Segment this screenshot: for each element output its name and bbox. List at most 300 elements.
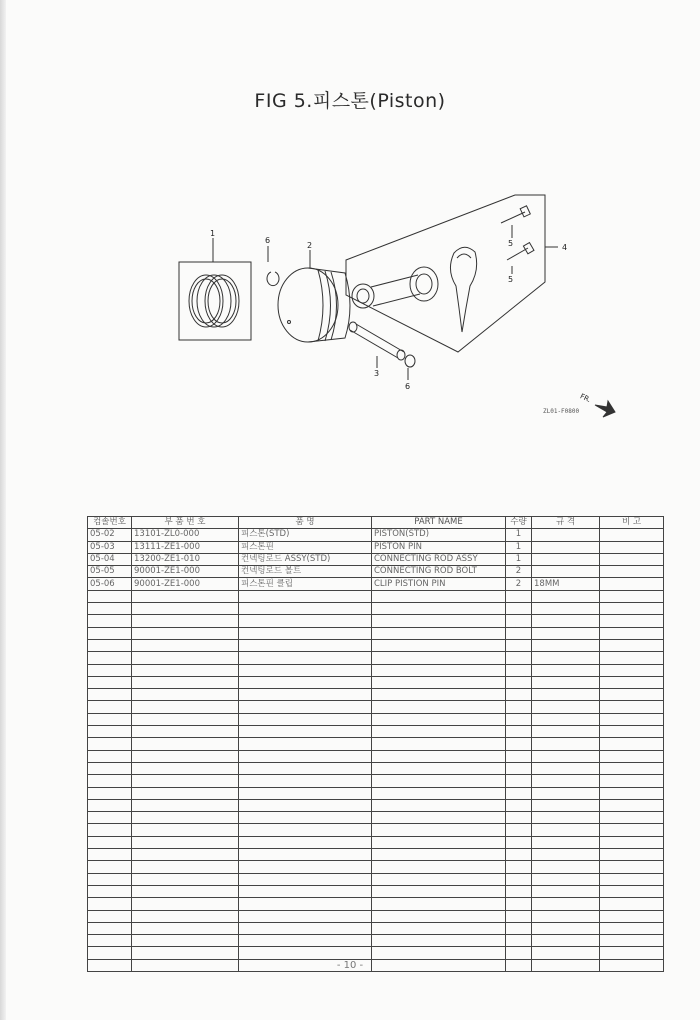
empty-cell — [372, 836, 506, 848]
empty-cell — [132, 713, 239, 725]
empty-cell — [532, 947, 600, 959]
empty-cell — [88, 627, 132, 639]
empty-table-row — [88, 836, 664, 848]
empty-cell — [600, 639, 664, 651]
empty-cell — [506, 787, 532, 799]
spec-cell — [532, 553, 600, 565]
empty-table-row — [88, 849, 664, 861]
empty-cell — [88, 762, 132, 774]
empty-cell — [600, 615, 664, 627]
empty-cell — [132, 603, 239, 615]
empty-cell — [132, 935, 239, 947]
empty-cell — [506, 689, 532, 701]
empty-cell — [600, 812, 664, 824]
empty-cell — [600, 799, 664, 811]
empty-cell — [88, 639, 132, 651]
empty-cell — [532, 935, 600, 947]
empty-cell — [600, 947, 664, 959]
empty-cell — [239, 639, 372, 651]
part-name-cell: CLIP PISTION PIN — [372, 578, 506, 590]
empty-cell — [506, 775, 532, 787]
empty-cell — [132, 615, 239, 627]
empty-cell — [132, 836, 239, 848]
empty-cell — [239, 824, 372, 836]
empty-cell — [532, 627, 600, 639]
empty-cell — [506, 849, 532, 861]
piston-pin-clip — [267, 272, 279, 286]
part-number-cell: 90001-ZE1-000 — [132, 566, 239, 578]
empty-cell — [372, 873, 506, 885]
empty-cell — [239, 885, 372, 897]
empty-cell — [532, 775, 600, 787]
empty-cell — [239, 787, 372, 799]
empty-cell — [88, 910, 132, 922]
empty-cell — [372, 676, 506, 688]
empty-cell — [372, 762, 506, 774]
callout-5: 5 — [508, 239, 514, 248]
empty-cell — [132, 590, 239, 602]
empty-cell — [600, 738, 664, 750]
empty-table-row — [88, 603, 664, 615]
empty-cell — [88, 873, 132, 885]
empty-cell — [372, 664, 506, 676]
empty-cell — [239, 590, 372, 602]
piston-ring — [205, 275, 239, 327]
spec-cell — [532, 541, 600, 553]
empty-cell — [532, 689, 600, 701]
empty-cell — [132, 898, 239, 910]
empty-cell — [88, 885, 132, 897]
empty-cell — [88, 652, 132, 664]
empty-cell — [239, 701, 372, 713]
empty-cell — [239, 935, 372, 947]
empty-cell — [506, 676, 532, 688]
empty-cell — [88, 615, 132, 627]
empty-cell — [506, 701, 532, 713]
empty-cell — [532, 750, 600, 762]
empty-cell — [239, 627, 372, 639]
empty-cell — [372, 615, 506, 627]
page-title: FIG 5.피스톤(Piston) — [254, 90, 446, 112]
korean-name-cell: 피스톤핀 클립 — [239, 578, 372, 590]
empty-cell — [372, 713, 506, 725]
callout-6: 6 — [405, 382, 411, 391]
empty-cell — [532, 726, 600, 738]
empty-cell — [532, 639, 600, 651]
ref-no-cell: 05-03 — [88, 541, 132, 553]
empty-cell — [506, 627, 532, 639]
qty-cell: 2 — [506, 578, 532, 590]
empty-table-row — [88, 627, 664, 639]
empty-cell — [532, 762, 600, 774]
empty-cell — [88, 861, 132, 873]
empty-cell — [132, 885, 239, 897]
empty-cell — [600, 898, 664, 910]
remarks-cell — [600, 529, 664, 541]
col-header-qty: 수량 — [506, 517, 532, 529]
front-direction-arrow — [595, 401, 615, 417]
empty-cell — [372, 935, 506, 947]
empty-cell — [600, 676, 664, 688]
empty-cell — [532, 664, 600, 676]
empty-cell — [239, 873, 372, 885]
table-row — [88, 553, 664, 565]
qty-cell: 1 — [506, 529, 532, 541]
table-row — [88, 578, 664, 590]
empty-cell — [88, 701, 132, 713]
empty-cell — [132, 726, 239, 738]
empty-table-row — [88, 861, 664, 873]
empty-cell — [372, 898, 506, 910]
part-name-cell: PISTON(STD) — [372, 529, 506, 541]
empty-cell — [132, 750, 239, 762]
empty-table-row — [88, 664, 664, 676]
empty-cell — [88, 590, 132, 602]
empty-cell — [239, 910, 372, 922]
front-direction-label: FR. — [578, 392, 593, 405]
empty-cell — [239, 849, 372, 861]
remarks-cell — [600, 578, 664, 590]
empty-cell — [506, 590, 532, 602]
callout-3: 3 — [374, 369, 380, 378]
empty-table-row — [88, 750, 664, 762]
empty-cell — [532, 922, 600, 934]
empty-cell — [506, 922, 532, 934]
empty-cell — [506, 812, 532, 824]
empty-table-row — [88, 726, 664, 738]
empty-cell — [239, 812, 372, 824]
part-name-cell: PISTON PIN — [372, 541, 506, 553]
empty-cell — [372, 726, 506, 738]
empty-cell — [600, 824, 664, 836]
empty-table-row — [88, 910, 664, 922]
empty-cell — [88, 603, 132, 615]
ref-no-cell: 05-05 — [88, 566, 132, 578]
empty-cell — [239, 898, 372, 910]
empty-cell — [600, 910, 664, 922]
empty-cell — [88, 836, 132, 848]
empty-cell — [239, 775, 372, 787]
empty-cell — [372, 750, 506, 762]
empty-cell — [506, 947, 532, 959]
empty-table-row — [88, 947, 664, 959]
empty-cell — [88, 664, 132, 676]
empty-table-row — [88, 652, 664, 664]
empty-cell — [88, 898, 132, 910]
empty-cell — [372, 861, 506, 873]
empty-cell — [600, 935, 664, 947]
korean-name-cell: 피스톤핀 — [239, 541, 372, 553]
empty-cell — [132, 639, 239, 651]
qty-cell: 2 — [506, 566, 532, 578]
col-header-part-name: PART NAME — [372, 517, 506, 529]
empty-cell — [239, 762, 372, 774]
empty-cell — [88, 824, 132, 836]
empty-cell — [532, 738, 600, 750]
col-header-korean-name: 품 명 — [239, 517, 372, 529]
empty-cell — [132, 762, 239, 774]
empty-cell — [600, 861, 664, 873]
empty-cell — [506, 898, 532, 910]
empty-cell — [239, 603, 372, 615]
empty-cell — [88, 750, 132, 762]
qty-cell: 1 — [506, 553, 532, 565]
korean-name-cell: 피스톤(STD) — [239, 529, 372, 541]
empty-cell — [132, 799, 239, 811]
empty-cell — [600, 713, 664, 725]
empty-cell — [506, 762, 532, 774]
empty-table-row — [88, 676, 664, 688]
connecting-rod-assembly-box — [346, 195, 545, 352]
empty-cell — [132, 873, 239, 885]
empty-cell — [532, 676, 600, 688]
part-number-cell: 13111-ZE1-000 — [132, 541, 239, 553]
empty-cell — [532, 849, 600, 861]
empty-cell — [132, 738, 239, 750]
empty-cell — [132, 664, 239, 676]
piston-exploded-diagram — [170, 190, 630, 430]
empty-cell — [372, 775, 506, 787]
connecting-rod-bolt — [501, 206, 530, 238]
empty-cell — [372, 812, 506, 824]
empty-cell — [372, 947, 506, 959]
empty-cell — [532, 824, 600, 836]
empty-cell — [532, 836, 600, 848]
piston-ring — [189, 275, 223, 327]
empty-cell — [132, 787, 239, 799]
empty-cell — [506, 824, 532, 836]
col-header-part-number: 부 품 번 호 — [132, 517, 239, 529]
empty-table-row — [88, 775, 664, 787]
empty-table-row — [88, 787, 664, 799]
table-row — [88, 529, 664, 541]
empty-cell — [372, 738, 506, 750]
empty-cell — [600, 787, 664, 799]
empty-cell — [88, 935, 132, 947]
empty-cell — [600, 849, 664, 861]
empty-cell — [532, 799, 600, 811]
empty-cell — [372, 627, 506, 639]
spec-cell — [532, 566, 600, 578]
empty-cell — [372, 652, 506, 664]
empty-cell — [506, 750, 532, 762]
empty-cell — [372, 701, 506, 713]
empty-cell — [372, 922, 506, 934]
piston-pin-clip — [405, 355, 415, 367]
empty-table-row — [88, 935, 664, 947]
empty-cell — [506, 935, 532, 947]
empty-cell — [132, 701, 239, 713]
empty-cell — [532, 910, 600, 922]
part-number-cell: 13200-ZE1-010 — [132, 553, 239, 565]
empty-cell — [88, 799, 132, 811]
empty-cell — [532, 787, 600, 799]
empty-cell — [532, 701, 600, 713]
table-row — [88, 566, 664, 578]
empty-cell — [372, 639, 506, 651]
empty-cell — [532, 885, 600, 897]
empty-cell — [600, 590, 664, 602]
empty-cell — [532, 590, 600, 602]
empty-cell — [239, 922, 372, 934]
empty-cell — [600, 885, 664, 897]
empty-cell — [372, 849, 506, 861]
empty-cell — [132, 689, 239, 701]
empty-cell — [372, 824, 506, 836]
empty-cell — [600, 762, 664, 774]
connecting-rod-cap — [450, 247, 476, 332]
empty-table-row — [88, 713, 664, 725]
empty-cell — [600, 750, 664, 762]
empty-cell — [372, 590, 506, 602]
empty-cell — [532, 873, 600, 885]
empty-cell — [88, 689, 132, 701]
empty-cell — [88, 676, 132, 688]
table-row — [88, 541, 664, 553]
empty-cell — [239, 676, 372, 688]
empty-cell — [239, 713, 372, 725]
empty-cell — [600, 922, 664, 934]
empty-cell — [532, 713, 600, 725]
empty-cell — [506, 861, 532, 873]
empty-cell — [532, 861, 600, 873]
empty-table-row — [88, 873, 664, 885]
empty-cell — [132, 812, 239, 824]
empty-cell — [372, 910, 506, 922]
remarks-cell — [600, 566, 664, 578]
empty-table-row — [88, 885, 664, 897]
empty-cell — [506, 738, 532, 750]
empty-cell — [88, 812, 132, 824]
col-header-remarks: 비 고 — [600, 517, 664, 529]
empty-table-row — [88, 922, 664, 934]
empty-cell — [600, 701, 664, 713]
piston — [278, 250, 350, 342]
remarks-cell — [600, 541, 664, 553]
empty-table-row — [88, 701, 664, 713]
empty-cell — [239, 738, 372, 750]
empty-table-row — [88, 738, 664, 750]
empty-cell — [132, 652, 239, 664]
empty-table-row — [88, 898, 664, 910]
empty-cell — [132, 922, 239, 934]
empty-cell — [600, 627, 664, 639]
empty-cell — [506, 726, 532, 738]
ref-no-cell: 05-02 — [88, 529, 132, 541]
ref-no-cell: 05-06 — [88, 578, 132, 590]
empty-cell — [132, 676, 239, 688]
callout-1: 1 — [210, 229, 216, 238]
empty-cell — [532, 615, 600, 627]
empty-cell — [506, 713, 532, 725]
empty-cell — [239, 947, 372, 959]
korean-name-cell: 컨넥팅로드 볼트 — [239, 566, 372, 578]
col-header-ref-no: 컴솔번호 — [88, 517, 132, 529]
empty-table-row — [88, 639, 664, 651]
empty-cell — [239, 664, 372, 676]
empty-cell — [600, 873, 664, 885]
remarks-cell — [600, 553, 664, 565]
empty-cell — [506, 836, 532, 848]
korean-name-cell: 컨넥팅로드 ASSY(STD) — [239, 553, 372, 565]
empty-cell — [600, 836, 664, 848]
empty-cell — [372, 885, 506, 897]
empty-cell — [532, 812, 600, 824]
empty-cell — [506, 603, 532, 615]
empty-cell — [506, 664, 532, 676]
empty-cell — [88, 738, 132, 750]
empty-cell — [372, 799, 506, 811]
empty-cell — [372, 689, 506, 701]
empty-cell — [600, 603, 664, 615]
empty-table-row — [88, 615, 664, 627]
col-header-spec: 규 격 — [532, 517, 600, 529]
empty-cell — [239, 799, 372, 811]
connecting-rod — [352, 267, 438, 308]
empty-cell — [239, 861, 372, 873]
empty-table-row — [88, 689, 664, 701]
page-number: - 10 - — [336, 960, 364, 971]
parts-table — [87, 516, 664, 972]
empty-cell — [239, 652, 372, 664]
table-header-row — [88, 517, 664, 529]
empty-cell — [88, 947, 132, 959]
empty-cell — [372, 787, 506, 799]
empty-cell — [132, 775, 239, 787]
empty-cell — [239, 726, 372, 738]
empty-table-row — [88, 799, 664, 811]
qty-cell: 1 — [506, 541, 532, 553]
empty-cell — [506, 615, 532, 627]
piston-pin — [349, 322, 405, 368]
empty-cell — [88, 713, 132, 725]
empty-cell — [600, 726, 664, 738]
empty-cell — [239, 836, 372, 848]
empty-cell — [239, 689, 372, 701]
page-edge — [0, 0, 6, 1020]
part-name-cell: CONNECTING ROD ASSY — [372, 553, 506, 565]
empty-cell — [88, 775, 132, 787]
parts-table-body — [88, 529, 664, 972]
empty-table-row — [88, 824, 664, 836]
empty-cell — [88, 922, 132, 934]
empty-cell — [600, 775, 664, 787]
empty-cell — [239, 615, 372, 627]
empty-cell — [132, 910, 239, 922]
empty-cell — [532, 898, 600, 910]
empty-cell — [506, 652, 532, 664]
empty-cell — [88, 849, 132, 861]
callout-6: 6 — [265, 236, 271, 245]
part-name-cell: CONNECTING ROD BOLT — [372, 566, 506, 578]
spec-cell: 18MM — [532, 578, 600, 590]
empty-cell — [600, 689, 664, 701]
empty-cell — [372, 603, 506, 615]
part-number-cell: 90001-ZE1-000 — [132, 578, 239, 590]
empty-table-row — [88, 762, 664, 774]
empty-cell — [132, 947, 239, 959]
drawing-code: ZL01-F0800 — [543, 408, 580, 415]
empty-cell — [88, 726, 132, 738]
callout-5: 5 — [508, 275, 514, 284]
empty-table-row — [88, 590, 664, 602]
empty-cell — [506, 910, 532, 922]
empty-cell — [506, 639, 532, 651]
empty-cell — [132, 849, 239, 861]
ref-no-cell: 05-04 — [88, 553, 132, 565]
empty-cell — [132, 824, 239, 836]
part-number-cell: 13101-ZL0-000 — [132, 529, 239, 541]
